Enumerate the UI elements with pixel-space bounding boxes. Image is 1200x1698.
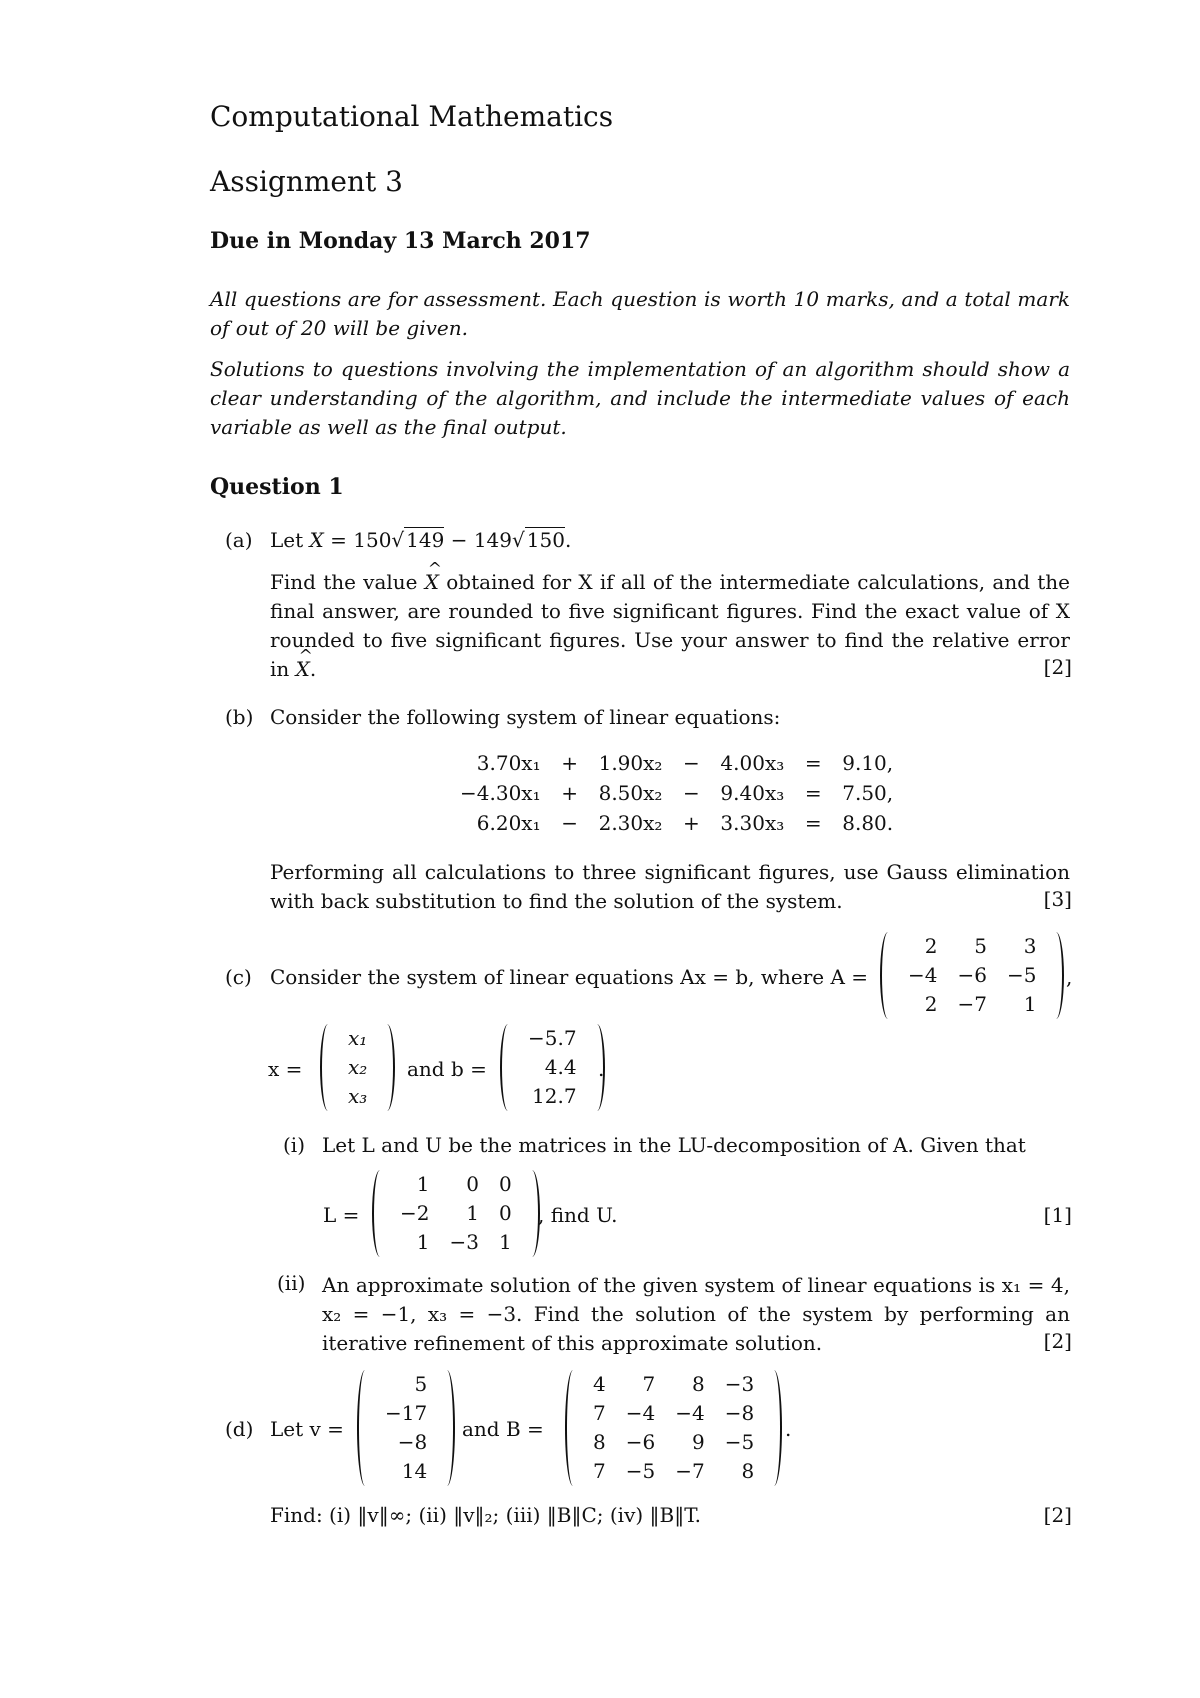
part-a-expr-end: .	[564, 528, 572, 552]
part-b-intro: Consider the following system of linear equations:	[270, 705, 781, 729]
course-title: Computational Mathematics	[210, 100, 614, 133]
part-a-expr-2: − 149	[450, 528, 513, 552]
left-paren-icon	[880, 932, 896, 1019]
left-paren-icon	[500, 1024, 516, 1111]
matrix-L: 1 0 0 −2 1 0 1 −3 1	[372, 1170, 540, 1257]
matrix-L-label: L =	[323, 1203, 360, 1227]
sqrt-icon: √	[391, 528, 405, 552]
left-paren-icon	[320, 1024, 336, 1111]
matrix-B: 4 7 8 −3 7 −4 −4 −8 8 −6 9 −5 7 −5 −7 8	[565, 1370, 782, 1486]
part-d-let: Let v =	[270, 1417, 344, 1441]
matrix-A-end: ,	[1066, 965, 1073, 989]
part-a-label: (a)	[225, 528, 253, 552]
vector-v: 5 −17 −8 14	[357, 1370, 455, 1486]
part-a-expression	[270, 528, 571, 552]
part-a-marks: [2]	[1043, 655, 1072, 679]
part-d-label: (d)	[225, 1417, 254, 1441]
part-b-marks: [3]	[1043, 887, 1072, 911]
part-c-i-marks: [1]	[1043, 1203, 1072, 1227]
part-b-body: Performing all calculations to three significant figures, use Gauss elimination with back substitution to find the solution of the system.	[270, 860, 1070, 913]
part-a-root-2: 150	[526, 528, 565, 552]
vector-x-label: x =	[268, 1057, 303, 1081]
sqrt-icon: √	[512, 528, 525, 552]
part-a-root-1: 149	[406, 528, 445, 552]
left-paren-icon	[372, 1170, 388, 1257]
right-paren-icon	[439, 1370, 455, 1486]
part-c-i-find: , find U.	[538, 1203, 618, 1227]
vector-b-end: .	[598, 1057, 605, 1081]
matrix-A: 2 5 3 −4 −6 −5 2 −7 1	[880, 932, 1064, 1019]
due-date: Due in Monday 13 March 2017	[210, 228, 591, 254]
matrix-B-end: .	[785, 1417, 792, 1441]
part-a-expr-1: = 150	[330, 528, 392, 552]
vector-b-label: and b =	[407, 1057, 487, 1081]
part-c-ii-text: An approximate solution of the given system of linear equations is x₁ = 4, x₂ = −1, x₃ = −3. Find the solution of the system by performing an iterative refinement of this approximate solution.	[322, 1273, 1070, 1355]
part-d-and-B: and B =	[462, 1417, 544, 1441]
left-paren-icon	[357, 1370, 373, 1486]
equation-row: 6.20x₁ − 2.30x₂ + 3.30x₃ = 8.80.	[476, 811, 894, 835]
part-a-variable: X	[309, 528, 324, 552]
assignment-title: Assignment 3	[210, 165, 403, 198]
part-c-i-label: (i)	[283, 1133, 306, 1157]
part-c-ii-label: (ii)	[277, 1271, 306, 1295]
part-a-body: Find the value ^ X obtained for X if all of the intermediate calculations, and the final answer, are rounded to five significant figures. Find the exact value of X rounded to five significant figures. Use your answer to find the relative error in ^ X.	[270, 568, 1070, 684]
part-c-label: (c)	[225, 965, 252, 989]
part-b-label: (b)	[225, 705, 254, 729]
part-d-find: Find: (i) ‖v‖∞; (ii) ‖v‖₂; (iii) ‖B‖C; (iv) ‖B‖T.	[270, 1503, 701, 1527]
x-hat-symbol: ^ X	[296, 655, 310, 684]
part-c-ii-marks: [2]	[1043, 1329, 1072, 1353]
part-d-marks: [2]	[1043, 1503, 1072, 1527]
vector-b: −5.7 4.4 12.7	[500, 1024, 605, 1111]
right-paren-icon	[379, 1024, 395, 1111]
part-c-i-text: Let L and U be the matrices in the LU-decomposition of A. Given that	[322, 1133, 1026, 1157]
equation-row: −4.30x₁ + 8.50x₂ − 9.40x₃ = 7.50,	[460, 781, 894, 805]
instructions-assessment: All questions are for assessment. Each question is worth 10 marks, and a total mark of out of 20 will be given.	[210, 287, 1070, 340]
instructions-solutions: Solutions to questions involving the implementation of an algorithm should show a clear understanding of the algorithm, and include the intermediate values of each variable as well as the final output.	[210, 357, 1070, 439]
left-paren-icon	[565, 1370, 581, 1486]
part-a-let: Let	[270, 528, 304, 552]
equation-row: 3.70x₁ + 1.90x₂ − 4.00x₃ = 9.10,	[476, 751, 894, 775]
linear-system	[450, 748, 903, 838]
part-c-intro: Consider the system of linear equations Ax = b, where A =	[270, 965, 869, 989]
right-paren-icon	[766, 1370, 782, 1486]
right-paren-icon	[1048, 932, 1064, 1019]
question-1-heading: Question 1	[210, 474, 344, 500]
x-hat-symbol: ^ X	[425, 568, 439, 597]
vector-x: x₁ x₂ x₃	[320, 1024, 395, 1111]
